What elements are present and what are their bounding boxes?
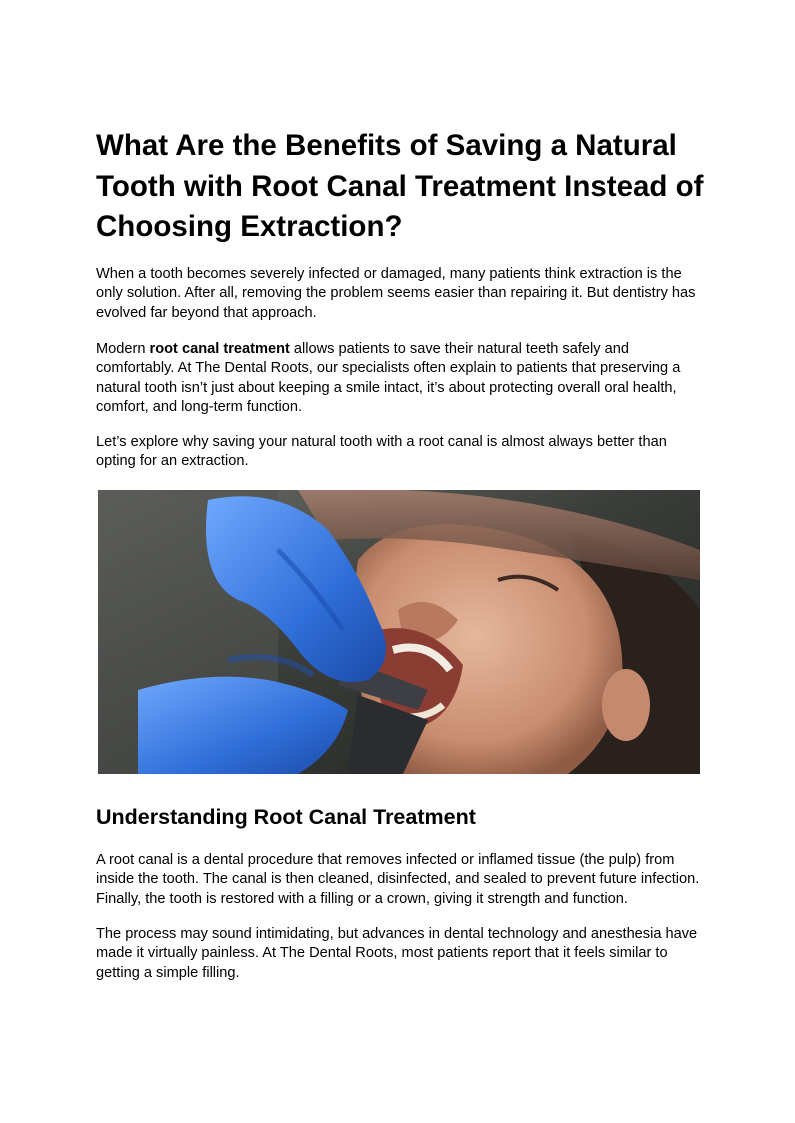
intro-paragraph-2	[96, 340, 701, 418]
intro-paragraph-3: Let’s explore why saving your natural tooth with a root canal is almost always better than opting for an extraction.	[96, 434, 667, 470]
intro-paragraph-2-lead: Modern	[96, 341, 150, 357]
dental-procedure-illustration	[98, 490, 700, 774]
section-paragraph-2: The process may sound intimidating, but advances in dental technology and anesthesia have made it virtually painless. At The Dental Roots, most patients report that it feels similar to getting a simple filling.	[96, 926, 698, 981]
section-heading-understanding-root-canal: Understanding Root Canal Treatment	[96, 805, 476, 829]
section-paragraph-1: A root canal is a dental procedure that removes infected or inflamed tissue (the pulp) from inside the tooth. The canal is then cleaned, disinfected, and sealed to prevent future infection. Finally, the tooth is restored with a filling or a crown, giving it strength and function.	[96, 852, 700, 907]
dental-procedure-photo	[98, 490, 700, 774]
intro-paragraph-2-body: allows patients to save their natural teeth safely and comfortably. At The Dental Roots, our specialists often explain to patients that preserving a natural tooth isn’t just about keeping a smile intact, it’s about protecting overall oral health, comfort, and long-term function.	[96, 341, 681, 416]
root-canal-treatment-emphasis: root canal treatment	[149, 341, 290, 357]
article-title: What Are the Benefits of Saving a Natural Tooth with Root Canal Treatment Instead of Choosing Extraction?	[96, 129, 704, 243]
intro-paragraph-1: When a tooth becomes severely infected or damaged, many patients think extraction is the only solution. After all, removing the problem seems easier than repairing it. But dentistry has evolved far beyond that approach.	[96, 266, 696, 321]
